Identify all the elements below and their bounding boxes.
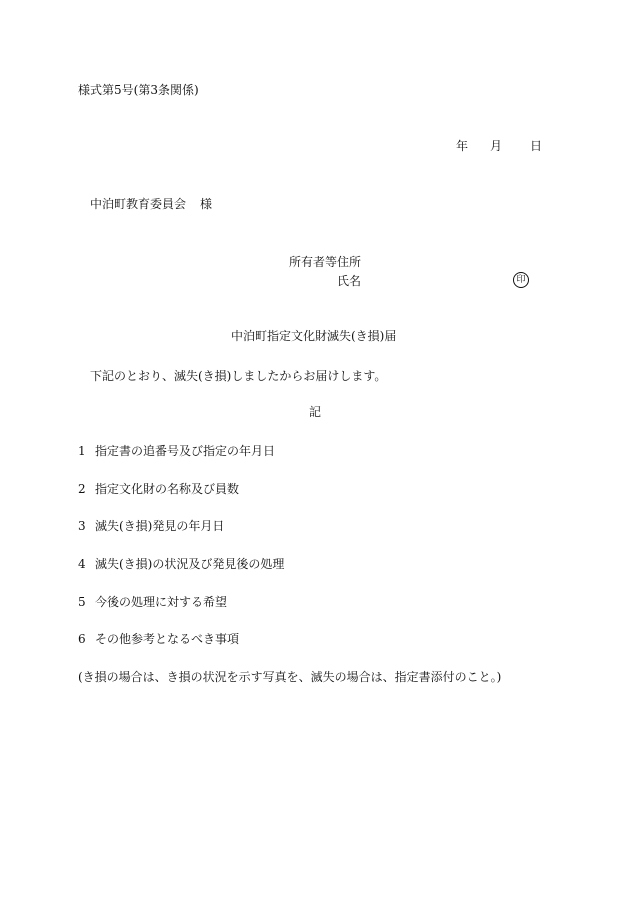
- item-number: 1: [78, 444, 86, 458]
- item-text: 滅失(き損)発見の年月日: [95, 519, 225, 533]
- list-item: [78, 633, 239, 645]
- date-month-label: 月: [490, 139, 503, 153]
- date-day-label: 日: [530, 139, 543, 153]
- footnote: (き損の場合は、き損の状況を示す写真を、滅失の場合は、指定書添付のこと。): [78, 670, 502, 684]
- owner-name-label: 氏名: [337, 274, 362, 288]
- list-item: [78, 596, 227, 608]
- item-number: 2: [78, 482, 86, 496]
- item-text: 滅失(き損)の状況及び発見後の処理: [95, 557, 285, 571]
- item-number: 4: [78, 557, 86, 571]
- list-item: [78, 483, 239, 495]
- date-row: [456, 140, 542, 152]
- intro-text: 下記のとおり、滅失(き損)しましたからお届けします。: [90, 369, 387, 383]
- item-text: 今後の処理に対する希望: [95, 595, 228, 609]
- item-number: 5: [78, 595, 86, 609]
- seal-mark: 印: [513, 272, 529, 288]
- list-item: [78, 445, 275, 457]
- item-number: 6: [78, 632, 86, 646]
- addressee-name: 中泊町教育委員会: [90, 197, 187, 211]
- ki-heading: 記: [309, 405, 322, 419]
- list-item: [78, 520, 224, 532]
- item-text: 指定書の追番号及び指定の年月日: [95, 444, 276, 458]
- item-text: その他参考となるべき事項: [95, 632, 240, 646]
- addressee: [90, 198, 212, 210]
- owner-address-label: 所有者等住所: [289, 255, 362, 269]
- form-number: 様式第5号(第3条関係): [78, 83, 199, 97]
- document-title: 中泊町指定文化財滅失(き損)届: [231, 329, 397, 343]
- item-text: 指定文化財の名称及び員数: [95, 482, 240, 496]
- list-item: [78, 558, 284, 570]
- addressee-honorific: 様: [200, 197, 213, 211]
- date-year-label: 年: [456, 139, 469, 153]
- item-number: 3: [78, 519, 86, 533]
